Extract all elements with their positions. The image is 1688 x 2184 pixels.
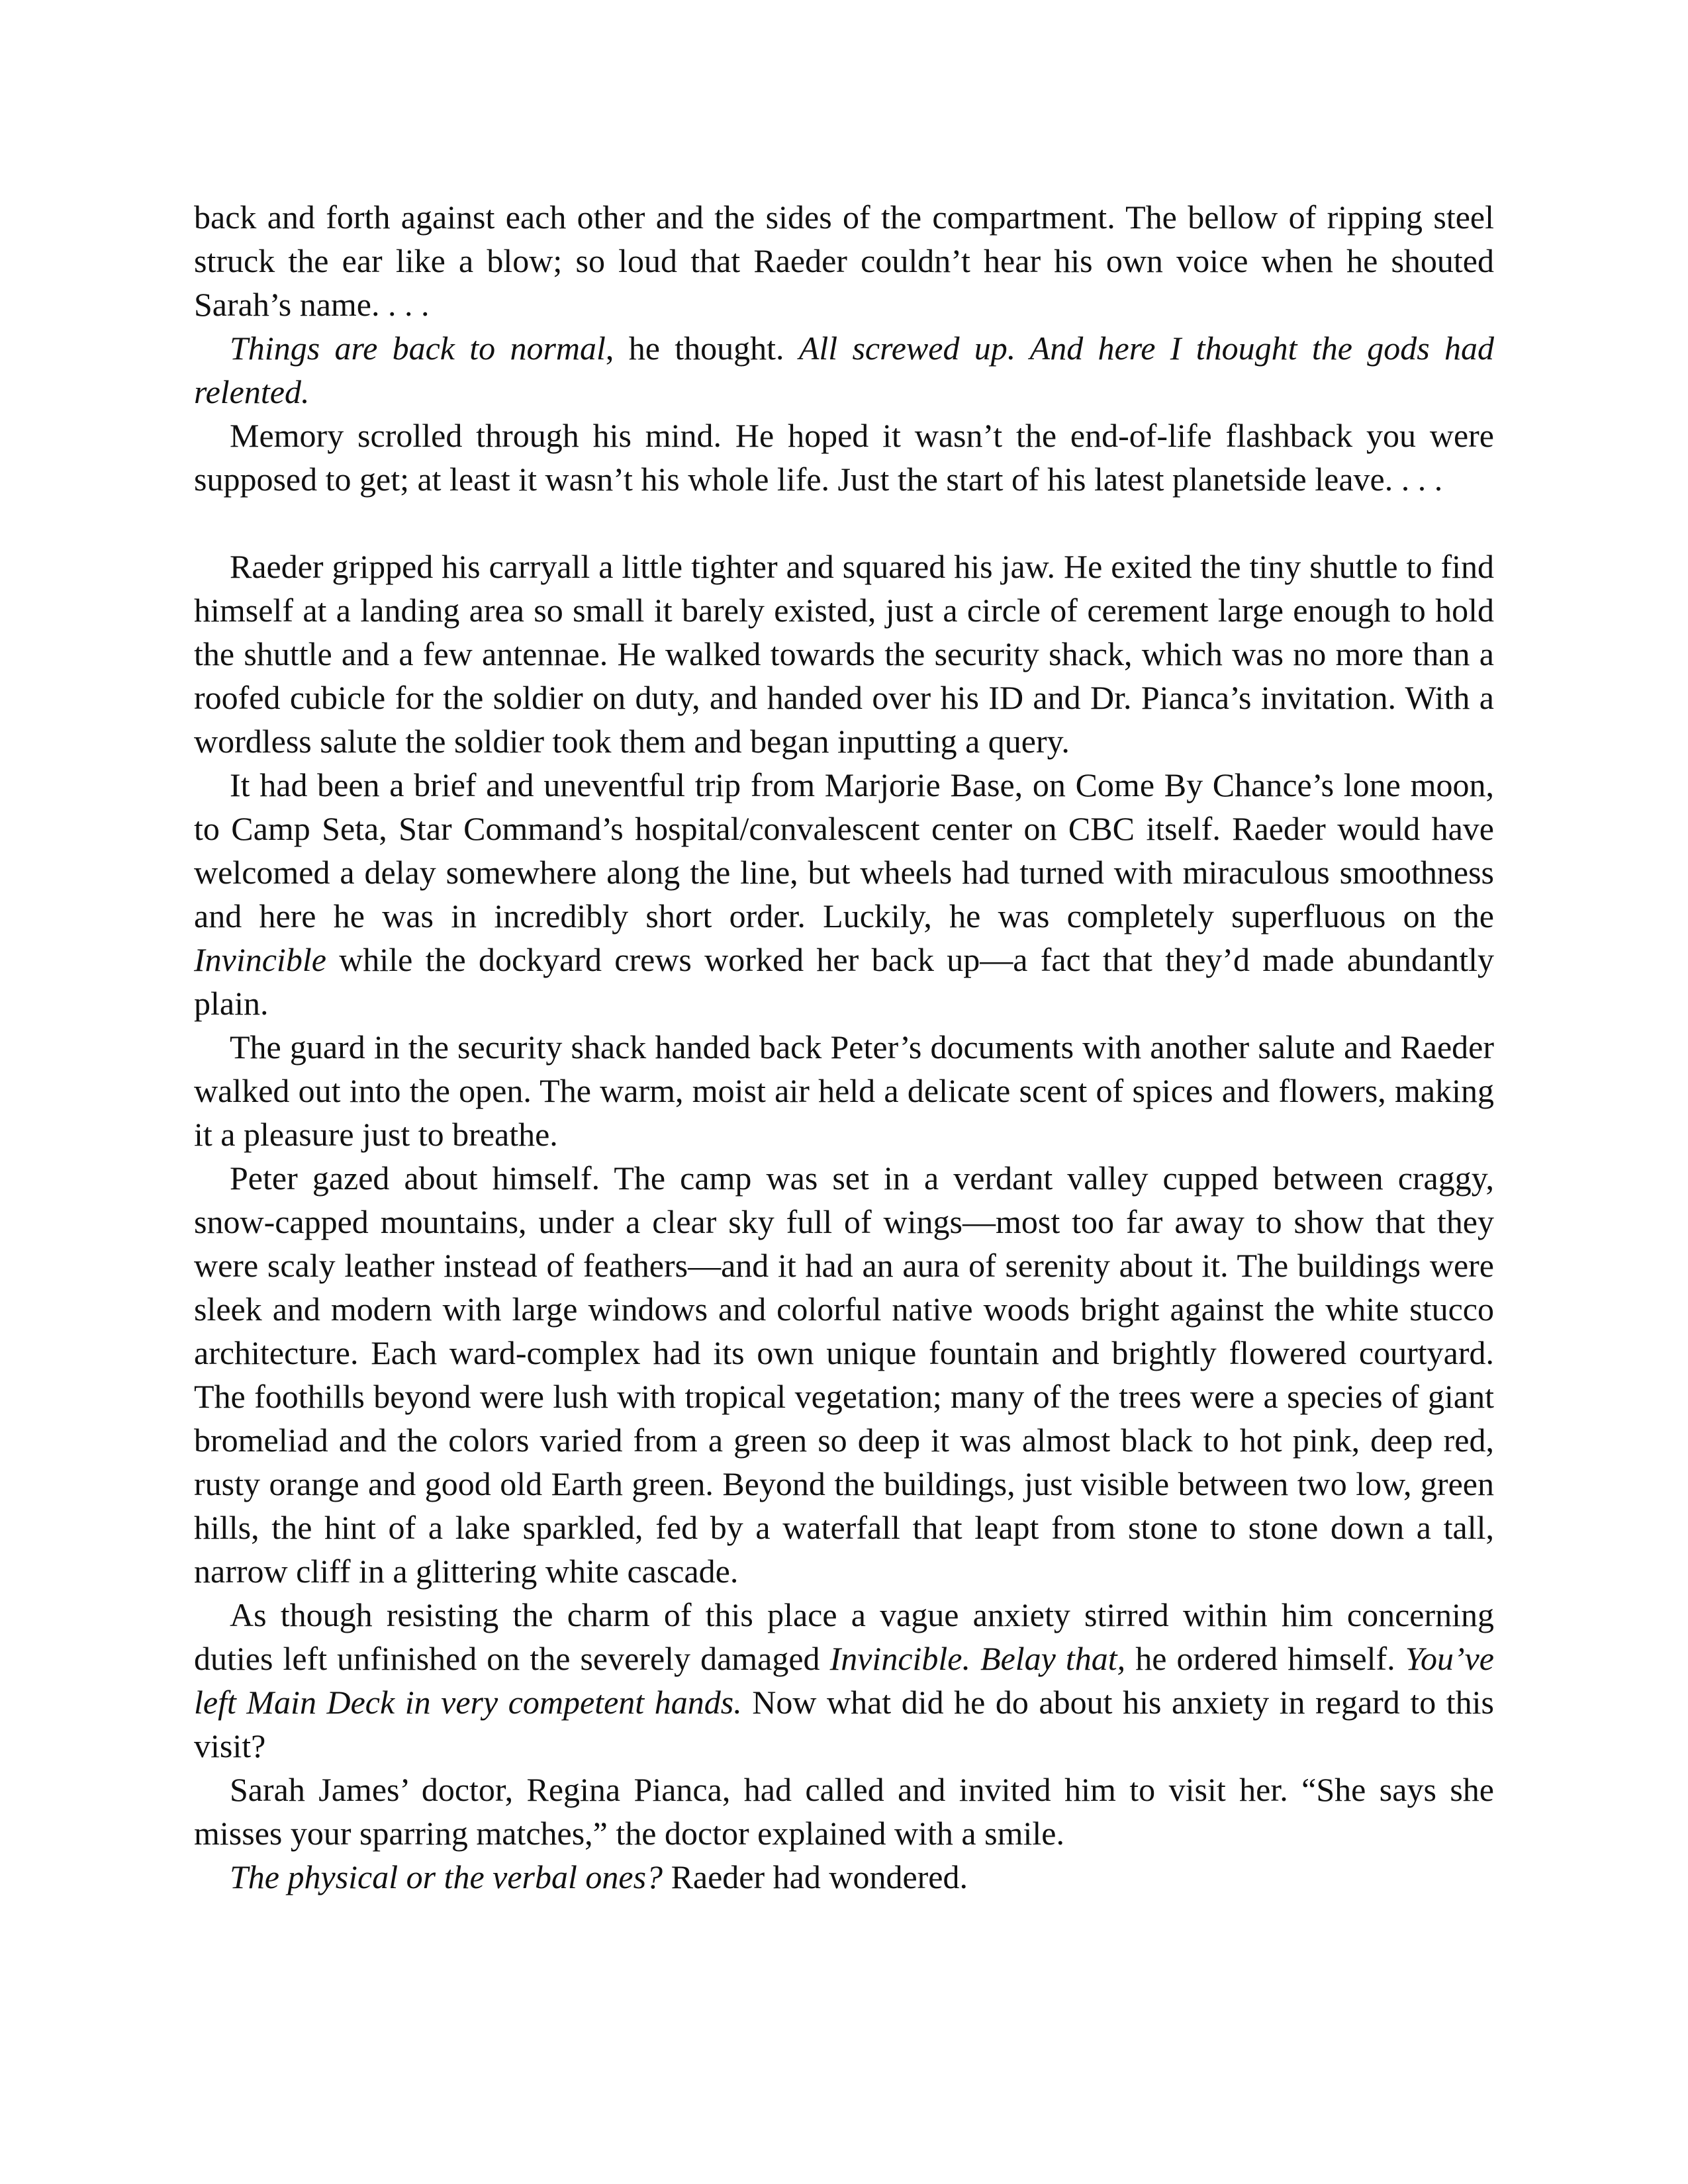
italic-text: You’ve left Main Deck in very competent hands. — [194, 1640, 1494, 1721]
italic-text: Things are back to normal — [230, 330, 606, 367]
italic-text: All screwed up. And here I thought the gods had relented. — [194, 330, 1495, 410]
paragraph — [194, 763, 1494, 1025]
paragraph — [194, 1025, 1494, 1156]
text-run: Raeder had wondered. — [663, 1858, 968, 1895]
text-run: while the dockyard crews worked her back up—a fact that they’d made abundantly plain. — [194, 941, 1494, 1022]
text-run: As though resisting the charm of this place a vague anxiety stirred within him concerning duties left unfinished on the severely damaged — [194, 1596, 1494, 1677]
italic-text: Invincible. Belay that, — [829, 1640, 1126, 1677]
paragraph — [194, 545, 1494, 763]
paragraph — [194, 1855, 1494, 1899]
text-run: back and forth against each other and the sides of the compartment. The bellow of ripping steel struck the ear like a blow; so loud that Raeder couldn’t hear his own voice when he shouted Sarah’s name. . . . — [194, 199, 1494, 323]
text-run: Raeder gripped his carryall a little tighter and squared his jaw. He exited the tiny shuttle to find himself at a landing area so small it barely existed, just a circle of cerement large enough to hold the shuttle and a few antennae. He walked towards the security shack, which was no more than a roofed cubicle for the soldier on duty, and handed over his ID and Dr. Pianca’s invitation. With a wordless salute the soldier took them and began inputting a query. — [194, 548, 1494, 760]
text-run: The guard in the security shack handed back Peter’s documents with another salute and Raeder walked out into the open. The warm, moist air held a delicate scent of spices and flowers, making it a pleasure just to breathe. — [194, 1028, 1494, 1153]
paragraph — [194, 414, 1494, 501]
paragraph — [194, 326, 1494, 414]
body-text — [194, 195, 1494, 1899]
paragraph — [194, 1768, 1494, 1855]
paragraph — [194, 1593, 1494, 1768]
text-run: Now what did he do about his anxiety in regard to this visit? — [194, 1684, 1494, 1764]
scene-break — [194, 501, 1494, 545]
paragraph — [194, 1156, 1494, 1593]
text-run: Sarah James’ doctor, Regina Pianca, had called and invited him to visit her. “She says she misses your sparring matches,” the doctor explained with a smile. — [194, 1771, 1494, 1852]
paragraph — [194, 195, 1494, 326]
text-run: Memory scrolled through his mind. He hoped it wasn’t the end-of-life flashback you were supposed to get; at least it wasn’t his whole life. Just the start of his latest planetside leave. . . . — [194, 417, 1494, 498]
text-run: Peter gazed about himself. The camp was set in a verdant valley cupped between craggy, snow-capped mountains, under a clear sky full of wings—most too far away to show that they were scaly leather instead of feathers—and it had an aura of serenity about it. The buildings were sleek and modern with large windows and colorful native woods bright against the white stucco architecture. Each ward-complex had its own unique fountain and brightly flowered courtyard. The foothills beyond were lush with tropical vegetation; many of the trees were a species of giant bromeliad and the colors varied from a green so deep it was almost black to hot pink, deep red, rusty orange and good old Earth green. Beyond the buildings, just visible between two low, green hills, the hint of a lake sparkled, fed by a waterfall that leapt from stone to stone down a tall, narrow cliff in a glittering white cascade. — [194, 1160, 1494, 1590]
italic-text: The physical or the verbal ones? — [230, 1858, 663, 1895]
text-run: , he thought. — [605, 330, 799, 367]
text-run: he ordered himself. — [1125, 1640, 1405, 1677]
text-run: It had been a brief and uneventful trip from Marjorie Base, on Come By Chance’s lone moon, to Camp Seta, Star Command’s hospital/convalescent center on CBC itself. Raeder would have welcomed a delay somewhere along the line, but wheels had turned with miraculous smoothness and here he was in incredibly short order. Luckily, he was completely superfluous on the — [194, 766, 1494, 934]
italic-text: Invincible — [194, 941, 326, 978]
